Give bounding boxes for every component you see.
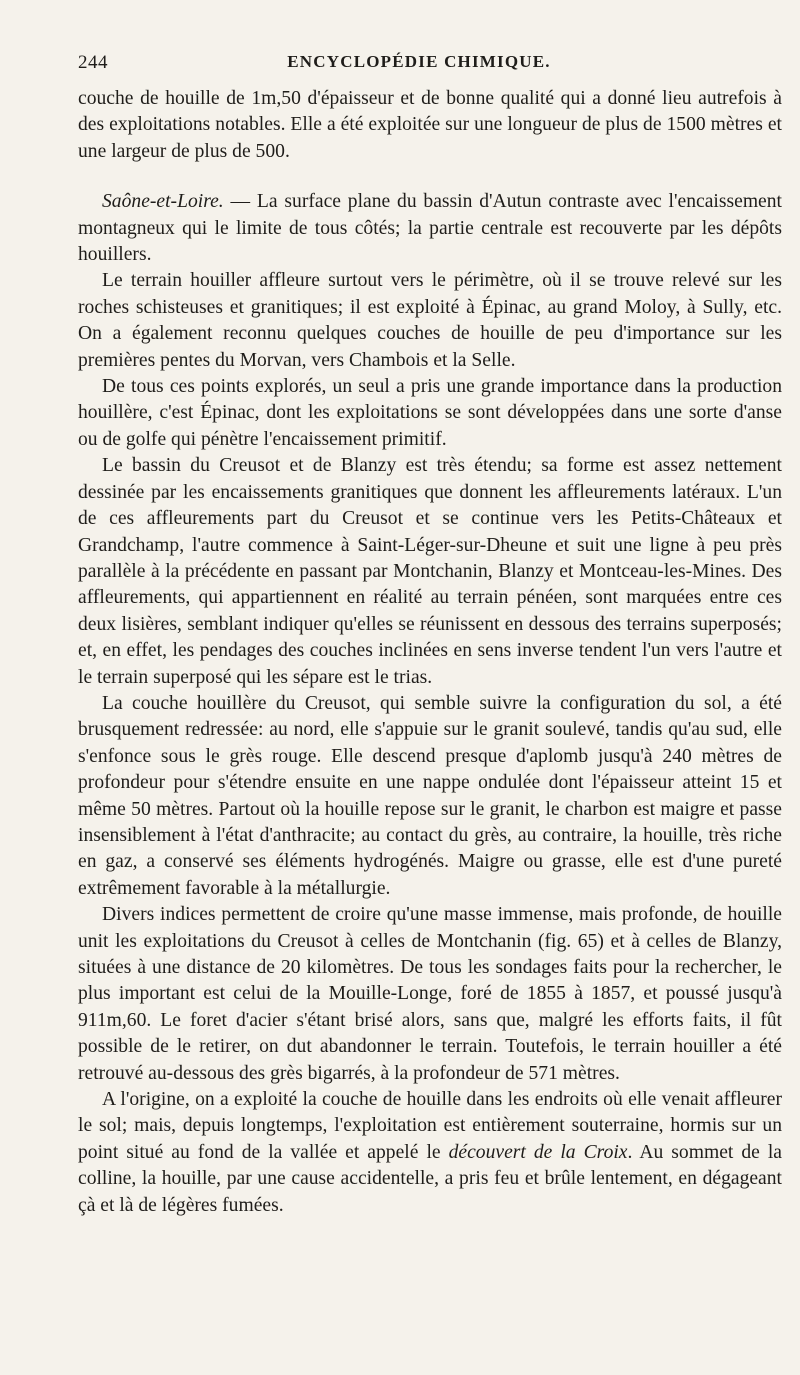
paragraph-last: [78, 1087, 782, 1219]
paragraph: De tous ces points explorés, un seul a pris une grande importance dans la production houillère, c'est Épinac, dont les exploitations se sont développées dans une sorte d'anse ou de golfe qui pénètre l'encaissement primitif.: [78, 376, 782, 450]
page-header: [78, 52, 760, 76]
running-head: ENCYCLOPÉDIE CHIMIQUE.: [287, 52, 551, 71]
page-number: 244: [78, 52, 108, 73]
paragraph-text: — La surface plane du bassin d'Autun contraste avec l'encaissement montagneux qui le limite de tous côtés; la partie centrale est recouverte par les dépôts houillers.: [78, 191, 782, 266]
paragraph-text-after: . Au sommet de la colline, la houille, par une cause accidentelle, a pris feu et brûle lentement, en dégageant çà et là de légères fumées.: [78, 1141, 782, 1216]
section-heading: Saône-et-Loire.: [102, 191, 224, 213]
paragraph-text: A l'origine, on a exploité la couche de houille dans les endroits où elle venait affleurer le sol; mais, depuis longtemps, l'exploitation est entièrement souterraine, hormis sur un point situé au fond de la vallée et appelé le: [78, 1089, 782, 1163]
italic-phrase: découvert de la Croix: [448, 1141, 628, 1163]
body-text: [78, 86, 782, 1219]
paragraph-saone-et-loire: [78, 189, 782, 268]
paragraph: Le bassin du Creusot et de Blanzy est très étendu; sa forme est assez nettement dessinée par les encaissements granitiques que donnent les affleurements latéraux. L'un de ces affleurements part du Creusot et se continue vers les Petits-Châteaux et Grandchamp, l'autre commence à Saint-Léger-sur-Dheune et suit une ligne à peu près parallèle à la précédente en passant par Montchanin, Blanzy et Montceau-les-Mines. Des affleurements, qui appartiennent en réalité au terrain pénéen, sont marquées entre ces deux lisières, semblant indiquer qu'elles se réunissent en dessous des terrains superposés; et, en effet, les pendages des couches inclinées en sens inverse tendent l'un vers l'autre et le terrain superposé qui les sépare est le trias.: [78, 455, 782, 688]
paragraph: Le terrain houiller affleure surtout vers le périmètre, où il se trouve relevé sur les roches schisteuses et granitiques; il est exploité à Épinac, au grand Moloy, à Sully, etc. On a également reconnu quelques couches de houille de peu d'importance sur les premières pentes du Morvan, vers Chambois et la Selle.: [78, 270, 782, 371]
paragraph: La couche houillère du Creusot, qui semble suivre la configuration du sol, a été brusquement redressée: au nord, elle s'appuie sur le granit soulevé, tandis qu'au sud, elle s'enfonce sous le grès rouge. Elle descend presque d'aplomb jusqu'à 240 mètres de profondeur pour s'étendre ensuite en une nappe ondulée dont l'épaisseur atteint 15 et même 50 mètres. Partout où la houille repose sur le granit, le charbon est maigre et passe insensiblement à l'état d'anthracite; au contact du grès, au contraire, la houille, très riche en gaz, a conservé ses éléments hydrogénés. Maigre ou grasse, elle est d'une pureté extrêmement favorable à la métallurgie.: [78, 692, 782, 899]
paragraph: Divers indices permettent de croire qu'une masse immense, mais profonde, de houille unit les exploitations du Creusot à celles de Montchanin (fig. 65) et à celles de Blanzy, situées à une distance de 20 kilomètres. De tous les sondages faits pour la rechercher, le plus important est celui de la Mouille-Longe, foré de 1855 à 1857, et poussé jusqu'à 911m,60. Le foret d'acier s'étant brisé alors, sans que, malgré les efforts faits, il fût possible de le retirer, on dut abandonner le terrain. Toutefois, le terrain houiller a été retrouvé au-dessous des grès bigarrés, à la profondeur de 571 mètres.: [78, 904, 782, 1084]
paragraph-continuation: couche de houille de 1m,50 d'épaisseur et de bonne qualité qui a donné lieu autrefois à des exploitations notables. Elle a été exploitée sur une longueur de plus de 1500 mètres et une largeur de plus de 500.: [78, 88, 782, 162]
